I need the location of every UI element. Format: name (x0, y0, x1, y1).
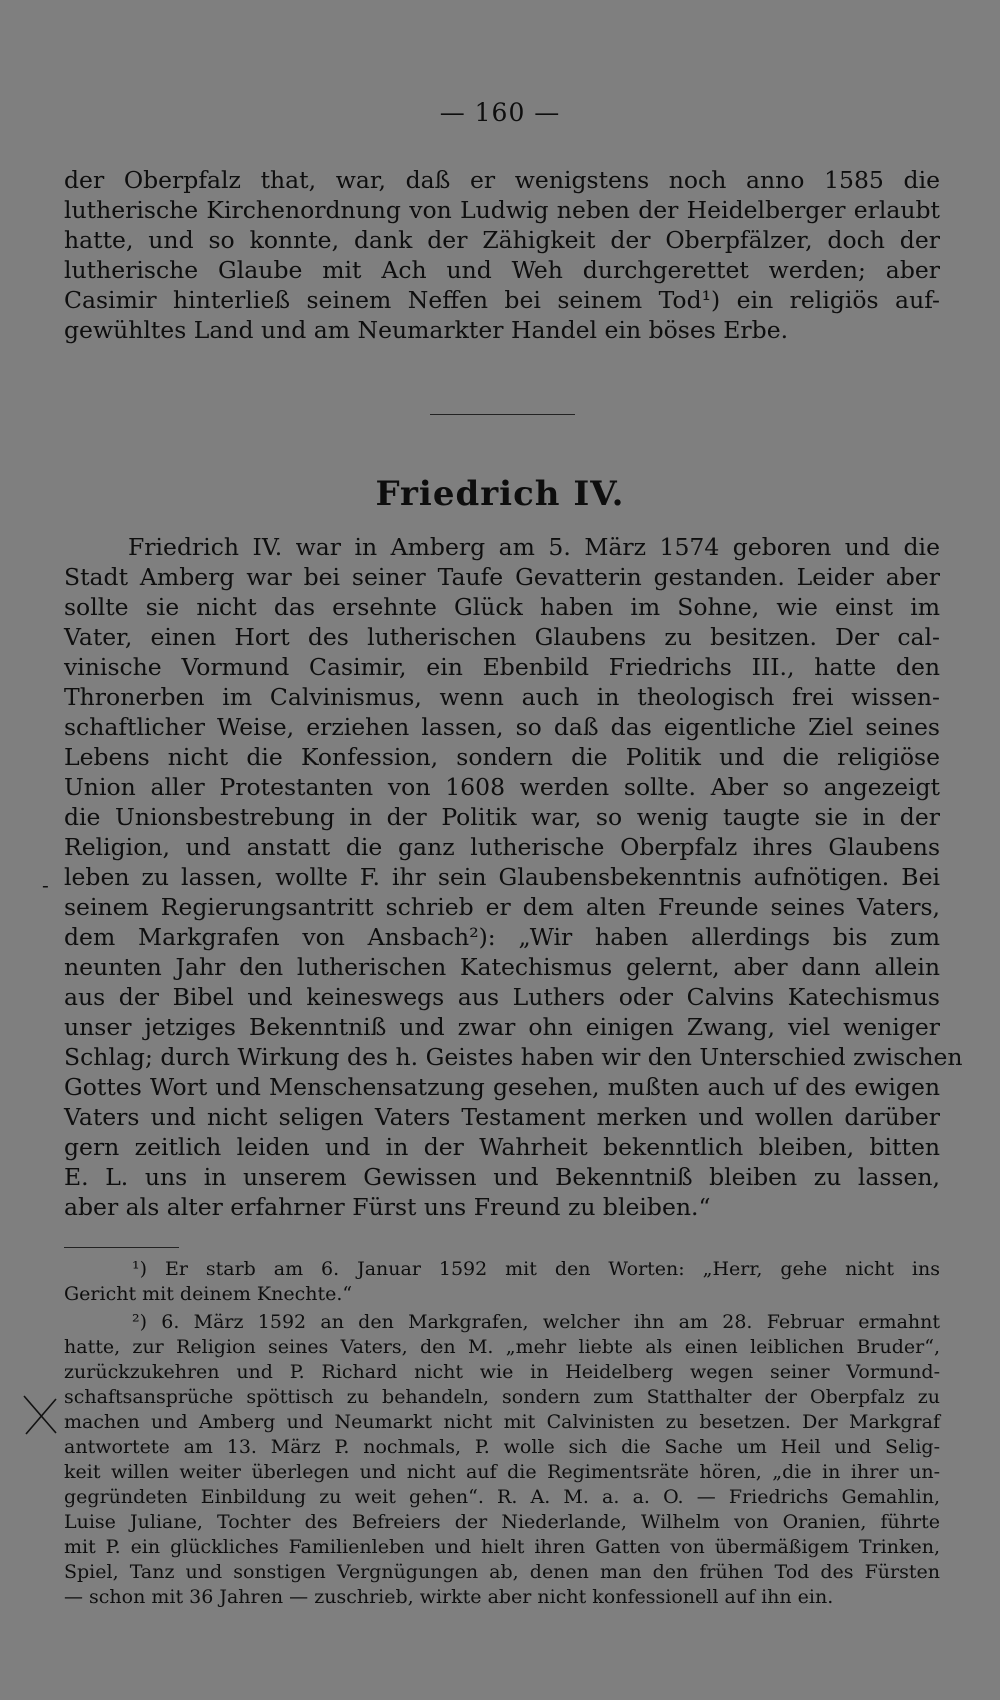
footnote-line: Luise Juliane, Tochter des Befreiers der Niederlande, Wilhelm von Oranien, führte (64, 1511, 940, 1533)
body-line: Thronerben im Calvinismus, wenn auch in theologisch frei wissen- (64, 683, 940, 711)
footnote-rule (64, 1247, 179, 1248)
body-line: Stadt Amberg war bei seiner Taufe Gevatterin gestanden. Leider aber (64, 563, 940, 591)
body-line: Gottes Wort und Menschensatzung gesehen, mußten auch uf des ewigen (64, 1073, 940, 1101)
section-separator (430, 414, 575, 415)
body-line: dem Markgrafen von Ansbach²): „Wir haben allerdings bis zum (64, 923, 940, 951)
body-line: die Unionsbestrebung in der Politik war, so wenig taugte sie in der (64, 803, 940, 831)
body-line: Vaters und nicht seligen Vaters Testament merken und wollen darüber (64, 1103, 940, 1131)
body-line: gern zeitlich leiden und in der Wahrheit bekenntlich bleiben, bitten (64, 1133, 940, 1161)
margin-x-mark-icon (20, 1393, 60, 1437)
footnote-line: machen und Amberg und Neumarkt nicht mit Calvinisten zu besetzen. Der Markgraf (64, 1411, 940, 1433)
body-line: Friedrich IV. war in Amberg am 5. März 1574 geboren und die (128, 533, 940, 561)
intro-line: der Oberpfalz that, war, daß er wenigstens noch anno 1585 die (64, 166, 940, 194)
body-line: neunten Jahr den lutherischen Katechismus gelernt, aber dann allein (64, 953, 940, 981)
footnote-line: Gericht mit deinem Knechte.“ (64, 1283, 353, 1305)
footnote-line: Spiel, Tanz und sonstigen Vergnügungen ab, denen man den frühen Tod des Fürsten (64, 1561, 940, 1583)
body-line: leben zu lassen, wollte F. ihr sein Glaubensbekenntnis aufnötigen. Bei (64, 863, 940, 891)
intro-line: lutherische Kirchenordnung von Ludwig neben der Heidelberger erlaubt (64, 196, 940, 224)
body-line: schaftlicher Weise, erziehen lassen, so daß das eigentliche Ziel seines (64, 713, 940, 741)
body-line: sollte sie nicht das ersehnte Glück haben im Sohne, wie einst im (64, 593, 940, 621)
footnote-line: — schon mit 36 Jahren — zuschrieb, wirkte aber nicht konfessionell auf ihn ein. (64, 1586, 834, 1608)
footnote-line: ¹) Er starb am 6. Januar 1592 mit den Worten: „Herr, gehe nicht ins (132, 1258, 940, 1280)
footnote-line: zurückzukehren und P. Richard nicht wie in Heidelberg wegen seiner Vormund- (64, 1361, 940, 1383)
intro-line: hatte, und so konnte, dank der Zähigkeit der Oberpfälzer, doch der (64, 226, 940, 254)
body-line: Schlag; durch Wirkung des h. Geistes haben wir den Unterschied zwischen (64, 1043, 963, 1071)
intro-line: lutherische Glaube mit Ach und Weh durchgerettet werden; aber (64, 256, 940, 284)
footnote-line: gegründeten Einbildung zu weit gehen“. R. A. M. a. a. O. — Friedrichs Gemahlin, (64, 1486, 940, 1508)
intro-line: gewühltes Land und am Neumarkter Handel ein böses Erbe. (64, 316, 789, 344)
body-line: aus der Bibel und keineswegs aus Luthers oder Calvins Katechismus (64, 983, 940, 1011)
body-line: Religion, und anstatt die ganz lutherische Oberpfalz ihres Glaubens (64, 833, 940, 861)
page-number: — 160 — (439, 98, 561, 127)
body-line: unser jetziges Bekenntniß und zwar ohn einigen Zwang, viel weniger (64, 1013, 940, 1041)
body-line: Union aller Protestanten von 1608 werden sollte. Aber so angezeigt (64, 773, 940, 801)
footnote-line: ²) 6. März 1592 an den Markgrafen, welcher ihn am 28. Februar ermahnt (132, 1311, 940, 1333)
body-line: E. L. uns in unserem Gewissen und Bekenntniß bleiben zu lassen, (64, 1163, 940, 1191)
section-heading: Friedrich IV. (375, 474, 625, 514)
footnote-line: schaftsansprüche spöttisch zu behandeln, sondern zum Statthalter der Oberpfalz zu (64, 1386, 940, 1408)
footnote-line: mit P. ein glückliches Familienleben und hielt ihren Gatten von übermäßigem Trinken, (64, 1536, 940, 1558)
body-line: vinische Vormund Casimir, ein Ebenbild Friedrichs III., hatte den (64, 653, 940, 681)
body-line: aber als alter erfahrner Fürst uns Freund zu bleiben.“ (64, 1193, 711, 1221)
footnote-line: keit willen weiter überlegen und nicht auf die Regimentsräte hören, „die in ihrer un- (64, 1461, 940, 1483)
body-line: Vater, einen Hort des lutherischen Glaubens zu besitzen. Der cal- (64, 623, 940, 651)
footnote-line: antwortete am 13. März P. nochmals, P. wolle sich die Sache um Heil und Selig- (64, 1436, 940, 1458)
footnote-line: hatte, zur Religion seines Vaters, den M. „mehr liebte als einen leiblichen Bruder“, (64, 1336, 940, 1358)
body-line: seinem Regierungsantritt schrieb er dem alten Freunde seines Vaters, (64, 893, 940, 921)
intro-line: Casimir hinterließ seinem Neffen bei seinem Tod¹) ein religiös auf- (64, 286, 940, 314)
margin-dash-mark: - (42, 873, 49, 897)
body-line: Lebens nicht die Konfession, sondern die Politik und die religiöse (64, 743, 940, 771)
